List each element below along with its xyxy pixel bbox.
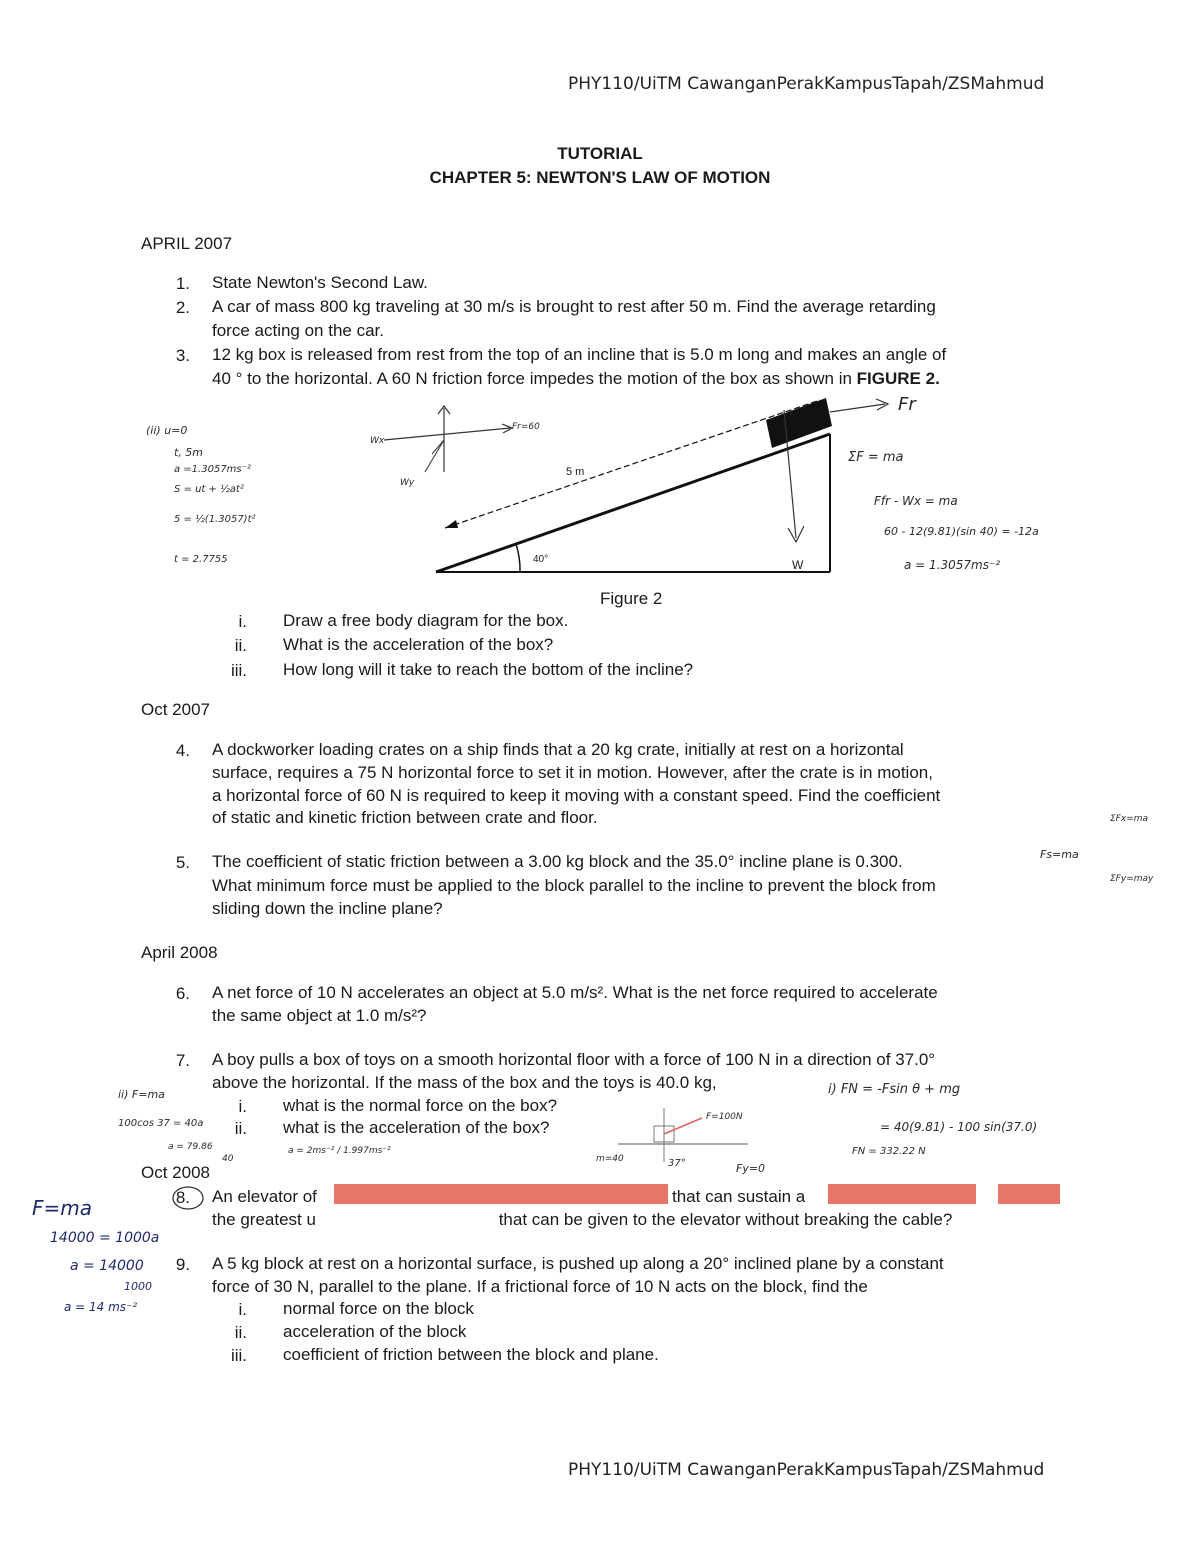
redaction-2 bbox=[828, 1184, 976, 1204]
q7-line2: above the horizontal. If the mass of the box and the toys is 40.0 kg, bbox=[212, 1073, 717, 1092]
q9-sub-i: normal force on the block bbox=[283, 1299, 474, 1318]
hw-q8-5: a = 14 ms⁻² bbox=[64, 1300, 138, 1314]
hw-right-q3-5: a = 1.3057ms⁻² bbox=[904, 558, 1001, 572]
q4-line1: A dockworker loading crates on a ship finds that a 20 kg crate, initially at rest on a horizontal bbox=[212, 740, 904, 759]
length-arrow bbox=[445, 400, 820, 528]
q2-line2: force acting on the car. bbox=[212, 321, 384, 340]
q6-line1: A net force of 10 N accelerates an object at 5.0 m/s². What is the net force required to accelerate bbox=[212, 983, 938, 1002]
hw-fbd-2: Wx bbox=[370, 436, 385, 446]
q7-sub-ii: what is the acceleration of the box? bbox=[283, 1118, 550, 1137]
q7-number: 7. bbox=[175, 1051, 190, 1070]
hw-left-q3-2: t, 5m bbox=[174, 446, 204, 459]
q2-line1: A car of mass 800 kg traveling at 30 m/s is brought to rest after 50 m. Find the average retarding bbox=[212, 297, 936, 316]
hw-left-q3-5: 5 = ½(1.3057)t² bbox=[174, 514, 256, 525]
q5-line1: The coefficient of static friction between a 3.00 kg block and the 35.0° incline plane is 0.300. bbox=[212, 852, 903, 871]
angle-arc bbox=[516, 544, 520, 572]
q3-line2 bbox=[212, 368, 940, 391]
q3-number: 3. bbox=[175, 346, 190, 365]
hw-q7-3: a = 79.86 bbox=[168, 1142, 213, 1152]
q8-line2 bbox=[212, 1209, 952, 1232]
page-footer: PHY110/UiTM CawanganPerakKampusTapah/ZSMahmud bbox=[568, 1460, 1045, 1480]
q9-sub-i-num: i. bbox=[238, 1300, 247, 1319]
redaction-3 bbox=[998, 1184, 1060, 1204]
hw-right-q3-4: 60 - 12(9.81)(sin 40) = -12a bbox=[884, 525, 1039, 538]
q8-line2-end: that can be given to the elevator without breaking the cable? bbox=[493, 1210, 953, 1229]
q1-number: 1. bbox=[175, 274, 190, 293]
q8-number: 8. bbox=[175, 1188, 190, 1207]
hw-right-q5-3: ΣFy=may bbox=[1110, 874, 1154, 884]
q2-number: 2. bbox=[175, 298, 190, 317]
q5-line2: What minimum force must be applied to the block parallel to the incline to prevent the block from bbox=[212, 876, 936, 895]
figure-weight-label: W bbox=[792, 558, 804, 572]
hw-q7-2: 100cos 37 = 40a bbox=[118, 1118, 204, 1129]
hw-right-q3-2: ΣF = ma bbox=[848, 450, 904, 465]
q9-sub-iii-num: iii. bbox=[230, 1346, 247, 1365]
incline-surface bbox=[436, 434, 830, 572]
hw-q7-11: 37° bbox=[668, 1158, 686, 1169]
hw-q7-5: a = 2ms⁻² / 1.997ms⁻² bbox=[288, 1146, 391, 1156]
q3-line1: 12 kg box is released from rest from the top of an incline that is 5.0 m long and makes an angle of bbox=[212, 345, 947, 364]
q4-line4: of static and kinetic friction between crate and floor. bbox=[212, 808, 598, 827]
hw-left-q3-1: (ii) u=0 bbox=[146, 424, 188, 437]
hw-q7-10: m=40 bbox=[596, 1154, 624, 1164]
figure-caption: Figure 2 bbox=[600, 589, 663, 608]
hw-right-q5-1: Fs=ma bbox=[1040, 848, 1079, 861]
q8-line1-start: An elevator of bbox=[212, 1187, 317, 1206]
q8-circle-mark bbox=[168, 1183, 208, 1213]
section-april-2008: April 2008 bbox=[141, 943, 218, 962]
figure-length-label: 5 m bbox=[566, 466, 585, 478]
hw-q8-4: 1000 bbox=[124, 1280, 152, 1293]
q7-sub-ii-num: ii. bbox=[234, 1119, 247, 1138]
q4-line2: surface, requires a 75 N horizontal force to set it in motion. However, after the crate is in motion, bbox=[212, 763, 933, 782]
q6-line2: the same object at 1.0 m/s²? bbox=[212, 1006, 427, 1025]
q8-line2-start: the greatest u bbox=[212, 1210, 316, 1229]
q3-sub-ii: What is the acceleration of the box? bbox=[283, 635, 554, 654]
redaction-1 bbox=[334, 1184, 668, 1204]
box bbox=[766, 398, 832, 448]
q7-sub-i: what is the normal force on the box? bbox=[283, 1096, 558, 1115]
section-oct-2007: Oct 2007 bbox=[141, 700, 210, 719]
page-header: PHY110/UiTM CawanganPerakKampusTapah/ZSMahmud bbox=[568, 74, 1045, 94]
q9-sub-ii-num: ii. bbox=[234, 1323, 247, 1342]
hw-q8-1: F=ma bbox=[32, 1196, 92, 1220]
hw-left-q3-6: t = 2.7755 bbox=[174, 554, 228, 565]
q9-sub-iii: coefficient of friction between the block and plane. bbox=[283, 1345, 659, 1364]
hw-right-q3-1: Fr bbox=[898, 394, 916, 415]
hw-q7-7: = 40(9.81) - 100 sin(37.0) bbox=[880, 1120, 1038, 1134]
hw-q7-12: Fy=0 bbox=[736, 1162, 766, 1175]
q1-text: State Newton's Second Law. bbox=[212, 273, 428, 292]
hw-left-q3-3: a =1.3057ms⁻² bbox=[174, 464, 251, 475]
q4-number: 4. bbox=[175, 741, 190, 760]
hw-right-q3-3: Ffr - Wx = ma bbox=[874, 494, 958, 508]
hw-fbd-1: Fr=60 bbox=[512, 422, 540, 432]
section-oct-2008: Oct 2008 bbox=[141, 1163, 210, 1182]
q3-sub-i: Draw a free body diagram for the box. bbox=[283, 611, 569, 630]
q9-line2: force of 30 N, parallel to the plane. If a frictional force of 10 N acts on the block, find the bbox=[212, 1277, 868, 1296]
q7-line1: A boy pulls a box of toys on a smooth horizontal floor with a force of 100 N in a direction of 37.0° bbox=[212, 1050, 936, 1069]
q9-sub-ii: acceleration of the block bbox=[283, 1322, 467, 1341]
q9-line1: A 5 kg block at rest on a horizontal surface, is pushed up along a 20° inclined plane by a constant bbox=[212, 1254, 944, 1273]
hw-right-q5-2: ΣFx=ma bbox=[1110, 814, 1149, 824]
hw-q8-2: 14000 = 1000a bbox=[50, 1230, 160, 1246]
figure-angle-label: 40° bbox=[533, 554, 549, 565]
q3-sub-iii-num: iii. bbox=[230, 661, 247, 680]
q7-sketch bbox=[618, 1100, 748, 1170]
hw-left-q3-4: S = ut + ½at² bbox=[174, 484, 244, 495]
hw-q8-3: a = 14000 bbox=[70, 1258, 144, 1274]
hw-q7-8: FN = 332.22 N bbox=[852, 1146, 926, 1157]
q3-sub-iii: How long will it take to reach the bottom of the incline? bbox=[283, 660, 694, 679]
q3-figure-ref: FIGURE 2. bbox=[856, 369, 940, 388]
q7-sub-i-num: i. bbox=[238, 1097, 247, 1116]
q4-line3: a horizontal force of 60 N is required to keep it moving with a constant speed. Find the coefficient bbox=[212, 786, 941, 805]
hw-q7-9: F=100N bbox=[706, 1112, 743, 1122]
section-april-2007: APRIL 2007 bbox=[141, 234, 233, 253]
q8-line1-mid: that can sustain a bbox=[672, 1187, 806, 1206]
hw-q7-6: i) FN = -Fsin θ + mg bbox=[828, 1082, 961, 1097]
q9-number: 9. bbox=[175, 1255, 190, 1274]
q3-line2-text: 40 ° to the horizontal. A 60 N friction force impedes the motion of the box as shown in bbox=[212, 369, 857, 388]
hw-q7-4: 40 bbox=[222, 1154, 234, 1164]
q5-number: 5. bbox=[175, 853, 190, 872]
q6-number: 6. bbox=[175, 984, 190, 1003]
page-title: TUTORIAL bbox=[557, 144, 643, 163]
q5-line3: sliding down the incline plane? bbox=[212, 899, 443, 918]
hw-fbd-3: Wy bbox=[400, 478, 415, 488]
hw-q7-1: ii) F=ma bbox=[118, 1088, 165, 1101]
chapter-title: CHAPTER 5: NEWTON'S LAW OF MOTION bbox=[429, 168, 771, 187]
incline-figure bbox=[0, 390, 1200, 610]
q3-sub-ii-num: ii. bbox=[234, 636, 247, 655]
q3-sub-i-num: i. bbox=[238, 612, 247, 631]
